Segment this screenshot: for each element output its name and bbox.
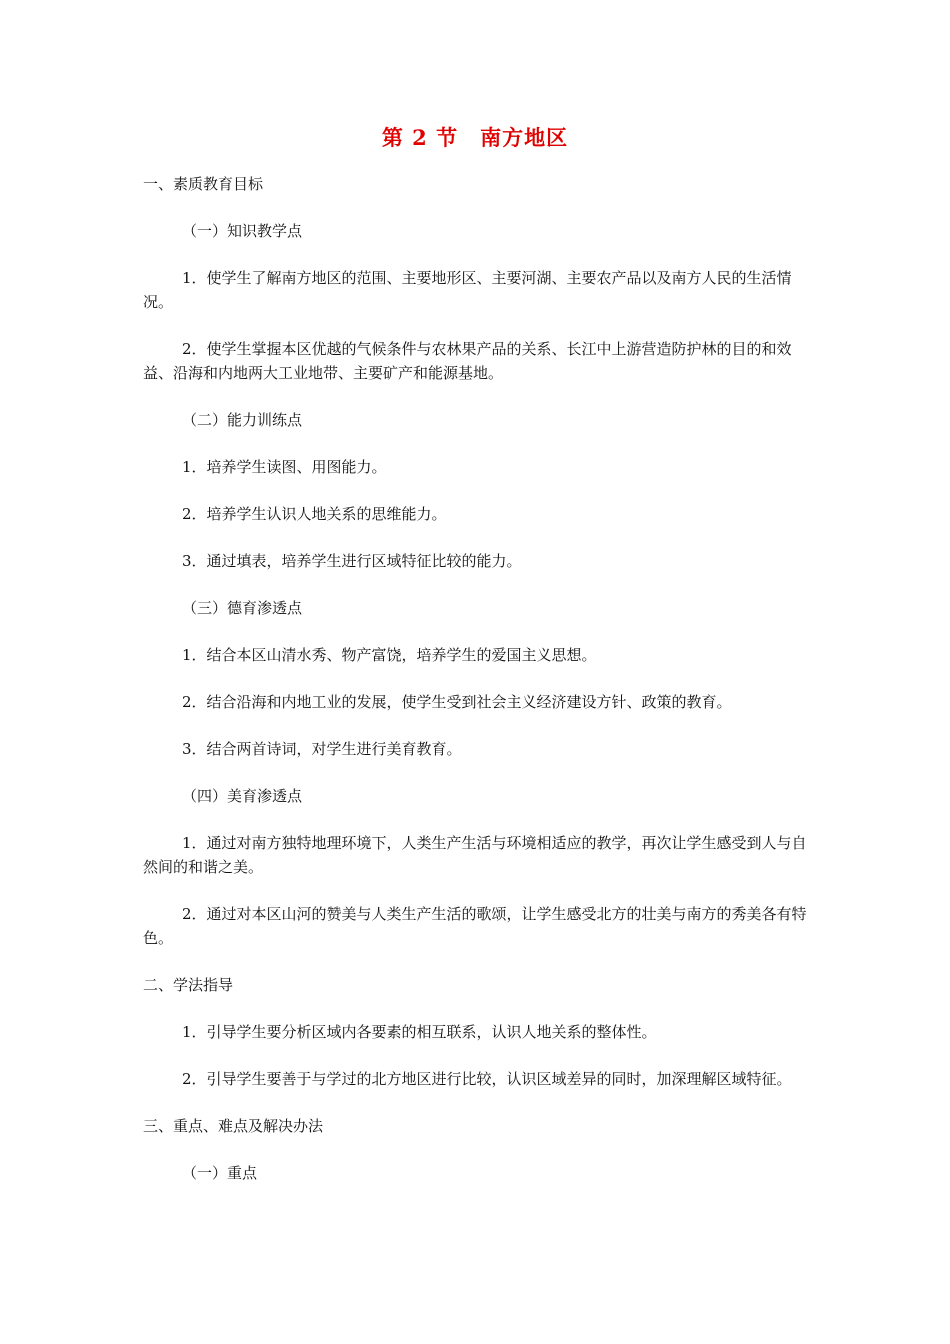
- paragraph: 2．使学生掌握本区优越的气候条件与农林果产品的关系、长江中上游营造防护林的目的和效益、沿海和内地两大工业地带、主要矿产和能源基地。: [143, 340, 792, 382]
- paragraph: 1．结合本区山清水秀、物产富饶，培养学生的爱国主义思想。: [182, 646, 597, 664]
- subsection-heading: （四）美育渗透点: [182, 787, 303, 805]
- section-heading: 一、素质教育目标: [143, 175, 264, 193]
- paragraph: 1．引导学生要分析区域内各要素的相互联系，认识人地关系的整体性。: [182, 1023, 657, 1041]
- subsection-heading: （一）重点: [182, 1164, 258, 1182]
- subsection-heading: （一）知识教学点: [182, 222, 303, 240]
- page-title: 第 2 节 南方地区: [381, 125, 569, 150]
- paragraph: 1．使学生了解南方地区的范围、主要地形区、主要河湖、主要农产品以及南方人民的生活情况。: [143, 269, 792, 311]
- paragraph: 1．通过对南方独特地理环境下，人类生产生活与环境相适应的教学，再次让学生感受到人与自然间的和谐之美。: [143, 834, 807, 876]
- paragraph: 2．通过对本区山河的赞美与人类生产生活的歌颂，让学生感受北方的壮美与南方的秀美各有特色。: [143, 905, 807, 947]
- section-heading: 三、重点、难点及解决办法: [143, 1117, 324, 1135]
- paragraph: 3．通过填表，培养学生进行区域特征比较的能力。: [182, 552, 522, 570]
- document-body: [143, 172, 811, 1208]
- paragraph: 2．引导学生要善于与学过的北方地区进行比较，认识区域差异的同时，加深理解区域特征。: [182, 1070, 792, 1088]
- subsection-heading: （二）能力训练点: [182, 411, 303, 429]
- paragraph: 1．培养学生读图、用图能力。: [182, 458, 387, 476]
- paragraph: 3．结合两首诗词，对学生进行美育教育。: [182, 740, 462, 758]
- subsection-heading: （三）德育渗透点: [182, 599, 303, 617]
- paragraph: 2．结合沿海和内地工业的发展，使学生受到社会主义经济建设方针、政策的教育。: [182, 693, 732, 711]
- section-heading: 二、学法指导: [143, 976, 234, 994]
- paragraph: 2．培养学生认识人地关系的思维能力。: [182, 505, 447, 523]
